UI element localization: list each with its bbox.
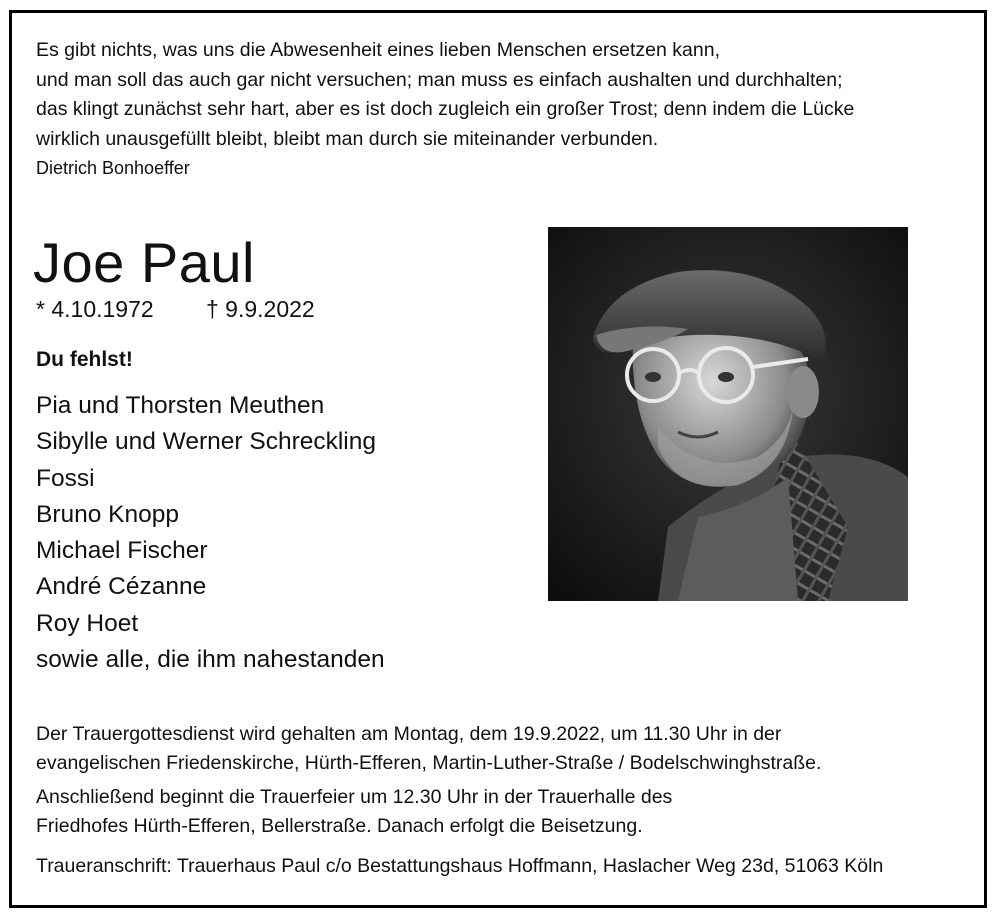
mourner-item: Roy Hoet xyxy=(36,609,139,637)
mourner-item: Sibylle und Werner Schreckling xyxy=(36,428,376,456)
death-date: † 9.9.2022 xyxy=(206,296,315,322)
mourner-item: André Cézanne xyxy=(36,573,207,601)
quote-author: Dietrich Bonhoeffer xyxy=(36,158,190,178)
personal-message: Du fehlst! xyxy=(36,348,133,371)
quote-line: das klingt zunächst sehr hart, aber es ist doch zugleich ein großer Trost; denn indem die Lücke xyxy=(36,98,855,120)
service-info xyxy=(36,720,821,777)
quote-block xyxy=(36,36,854,154)
mourner-item: Michael Fischer xyxy=(36,537,208,565)
ceremony-line: Friedhofes Hürth-Efferen, Bellerstraße. Danach erfolgt die Beisetzung. xyxy=(36,814,643,837)
mourner-item: Pia und Thorsten Meuthen xyxy=(36,392,325,419)
mourner-item: Fossi xyxy=(36,464,95,492)
quote-line: wirklich unausgefüllt bleibt, bleibt man durch sie miteinander verbunden. xyxy=(36,127,659,150)
service-line: Der Trauergottesdienst wird gehalten am Montag, dem 19.9.2022, um 11.30 Uhr in der xyxy=(36,723,782,745)
quote-line: und man soll das auch gar nicht versuchen; man muss es einfach aushalten und durchhalten; xyxy=(36,68,843,91)
service-line: evangelischen Friedenskirche, Hürth-Efferen, Martin-Luther-Straße / Bodelschwinghstraße. xyxy=(36,751,822,774)
mourning-address: Traueranschrift: Trauerhaus Paul c/o Bestattungshaus Hoffmann, Haslacher Weg 23d, 51063 Köln xyxy=(36,855,884,877)
quote-line: Es gibt nichts, was uns die Abwesenheit eines lieben Menschen ersetzen kann, xyxy=(36,39,720,61)
mourner-item: sowie alle, die ihm nahestanden xyxy=(36,646,385,674)
ceremony-line: Anschließend beginnt die Trauerfeier um 12.30 Uhr in der Trauerhalle des xyxy=(36,786,673,808)
ceremony-info xyxy=(36,783,672,840)
life-dates xyxy=(36,296,315,323)
mourner-item: Bruno Knopp xyxy=(36,500,180,528)
mourners-list xyxy=(36,388,385,678)
birth-date: * 4.10.1972 xyxy=(36,296,154,322)
portrait-photo-icon xyxy=(548,227,908,601)
deceased-name: Joe Paul xyxy=(33,231,255,294)
